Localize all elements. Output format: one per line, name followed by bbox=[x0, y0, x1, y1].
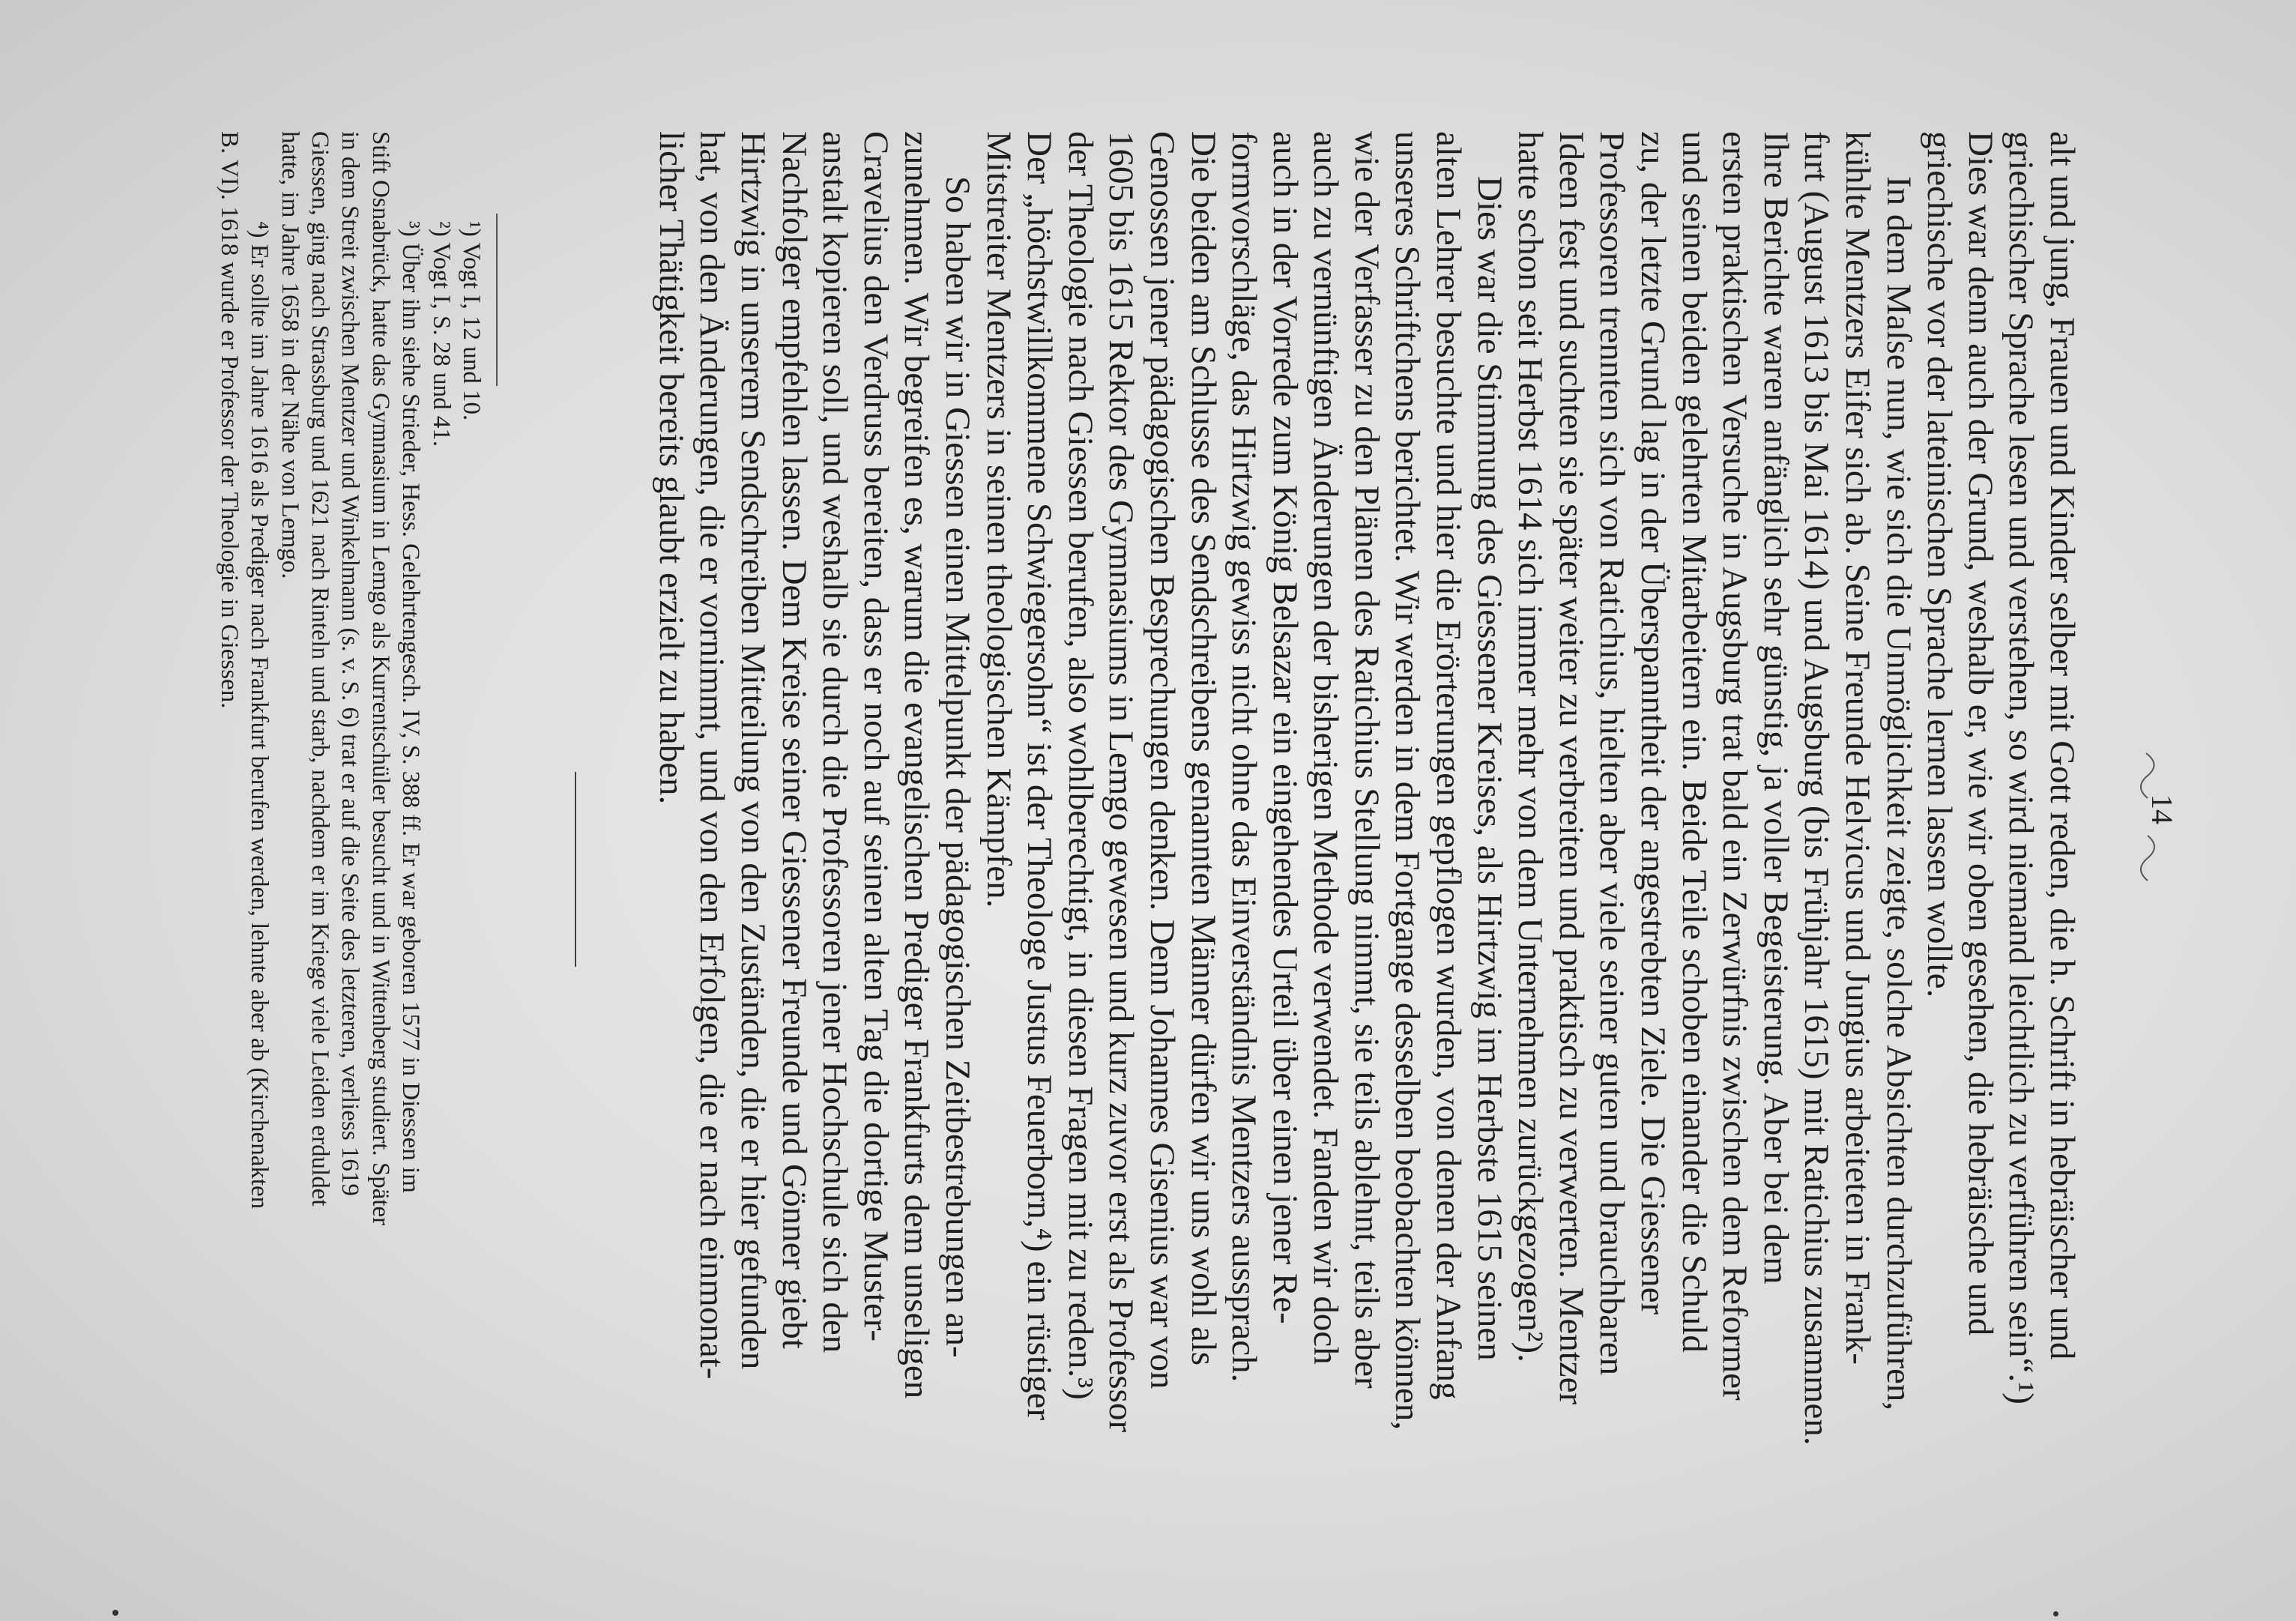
paragraph: So haben wir in Giessen einen Mittelpunkt der pädagogischen Zeitbestrebungen an- zunehmen. Wir begreifen es, warum die evangelischen Prediger Frankfurts dem unseligen Cravelius den Verdruss bereiten, dass er noch auf seinen alten Tag die dortige Muster- anstalt kopieren soll, und weshalb sie durch die Professoren jener Hochschule sich den Nachfolger empfehlen lassen. Dem Kreise seiner Giessener Freunde und Gönner giebt Hirtzwig in unserem Sendschreiben Mitteilung von den Zuständen, die er hier gefunden hat, von den Änderungen, die er vornimmt, und von den Erfolgen, die er nach einmonat- licher Thätigkeit bereits glaubt erzielt zu haben. bbox=[651, 131, 977, 1399]
page-number: 14 bbox=[2145, 794, 2179, 824]
paragraph: In dem Maſse nun, wie sich die Unmöglichkeit zeigte, solche Absichten durchzuführen, kühlte Mentzers Eifer sich ab. Seine Freunde Helvicus und Jungius arbeiteten in Frank- furt (August 1613 bis Mai 1614) und Augsburg (bis Frühjahr 1615) mit Ratichius zusammen. Ihre Berichte waren anfänglich sehr günstig, ja voller Begeisterung. Aber bei dem ersten praktischen Versuche in Augsburg trat bald ein Zerwürfnis zwischen dem Reformer und seinen beiden gelehrten Mitarbeitern ein. Beide Teile schoben einander die Schuld zu, der letzte Grund lag in der Überspanntheit der angestrebten Ziele. Die Giessener Professoren trennten sich von Ratichius, hielten aber viele seiner guten und brauchbaren Ideen fest und suchten sie später weiter zu verbreiten und praktisch zu verwerten. Mentzer hatte schon seit Herbst 1614 sich immer mehr von dem Unternehmen zurückgezogen²). bbox=[1511, 131, 1918, 1446]
footnote: ²) Vogt I, S. 28 und 41. bbox=[427, 221, 455, 447]
main-text bbox=[650, 131, 2082, 1563]
footnote: ⁴) Er sollte im Jahre 1616 als Prediger nach Frankfurt berufen werden, lehnte aber ab (Kirchenakten B. VI). 1618 wurde er Professor der Theologie in Giessen. bbox=[215, 131, 274, 1210]
section-divider bbox=[575, 772, 576, 967]
paragraph: Dies war die Stimmung des Giessener Kreises, als Hirtzwig im Herbste 1615 seinen alten Lehrer besuchte und hier die Erörterungen gepflogen wurden, von denen der Anfang unseres Schriftchens berichtet. Wir werden in dem Fortgange desselben beobachten können, wie der Verfasser zu den Plänen des Ratichius Stellung nimmt, sie teils ablehnt, teils aber auch zu vernünftigen Änderungen der bisherigen Methode verwendet. Fanden wir doch auch in der Vorrede zum König Belsazar ein eingehendes Urteil über einen jener Re- formvorschläge, das Hirtzwig gewiss nicht ohne das Einverständnis Mentzers aussprach. Die beiden am Schlusse des Sendschreibens genannten Männer dürfen wir uns wohl als Genossen jener pädagogischen Besprechungen denken. Denn Johannes Gisenius war von 1605 bis 1615 Rektor des Gymnasiums in Lemgo gewesen und kurz zuvor erst als Professor der Theologie nach Giessen berufen, also wohlberechtigt, in diesen Fragen mit zu reden.³) Der „höchstwillkommene Schwiegersohn“ ist der Theologe Justus Feuerborn,⁴) ein rüstiger Mitstreiter Mentzers in seinen theologischen Kämpfen. bbox=[979, 131, 1509, 1433]
footnotes bbox=[214, 131, 486, 1563]
page-number-flourish bbox=[2139, 749, 2169, 884]
footnote: ³) Über ihn siehe Strieder, Hess. Gelehrtengesch. IV, S. 388 ff. Er war geboren 1577 in Diessen im Stift Osnabrück, hatte das Gymnasium in Lemgo als Kurrentschüler besucht und in Wittenberg studiert. Später in dem Streit zwischen Mentzer und Winkelmann (s. v. S. 6) trat er auf die Seite des letzteren, verliess 1619 Giessen, ging nach Strassburg und 1621 nach Rinteln und starb, nachdem er im Kriege viele Leiden erduldet hatte, im Jahre 1658 in der Nähe von Lemgo. bbox=[276, 131, 425, 1226]
paragraph: alt und jung, Frauen und Kinder selber mit Gott reden, die h. Schrift in hebräischer und griechischer Sprache lesen und verstehen, so wird niemand leichtlich zu verführen sein“.¹) Dies war denn auch der Grund, weshalb er, wie wir oben gesehen, die hebräische und griechische vor der lateinischen Sprache lernen lassen wollte. bbox=[1920, 131, 2082, 1404]
footnote-divider bbox=[496, 214, 498, 386]
footnote: ¹) Vogt I, 12 und 10. bbox=[458, 221, 485, 421]
